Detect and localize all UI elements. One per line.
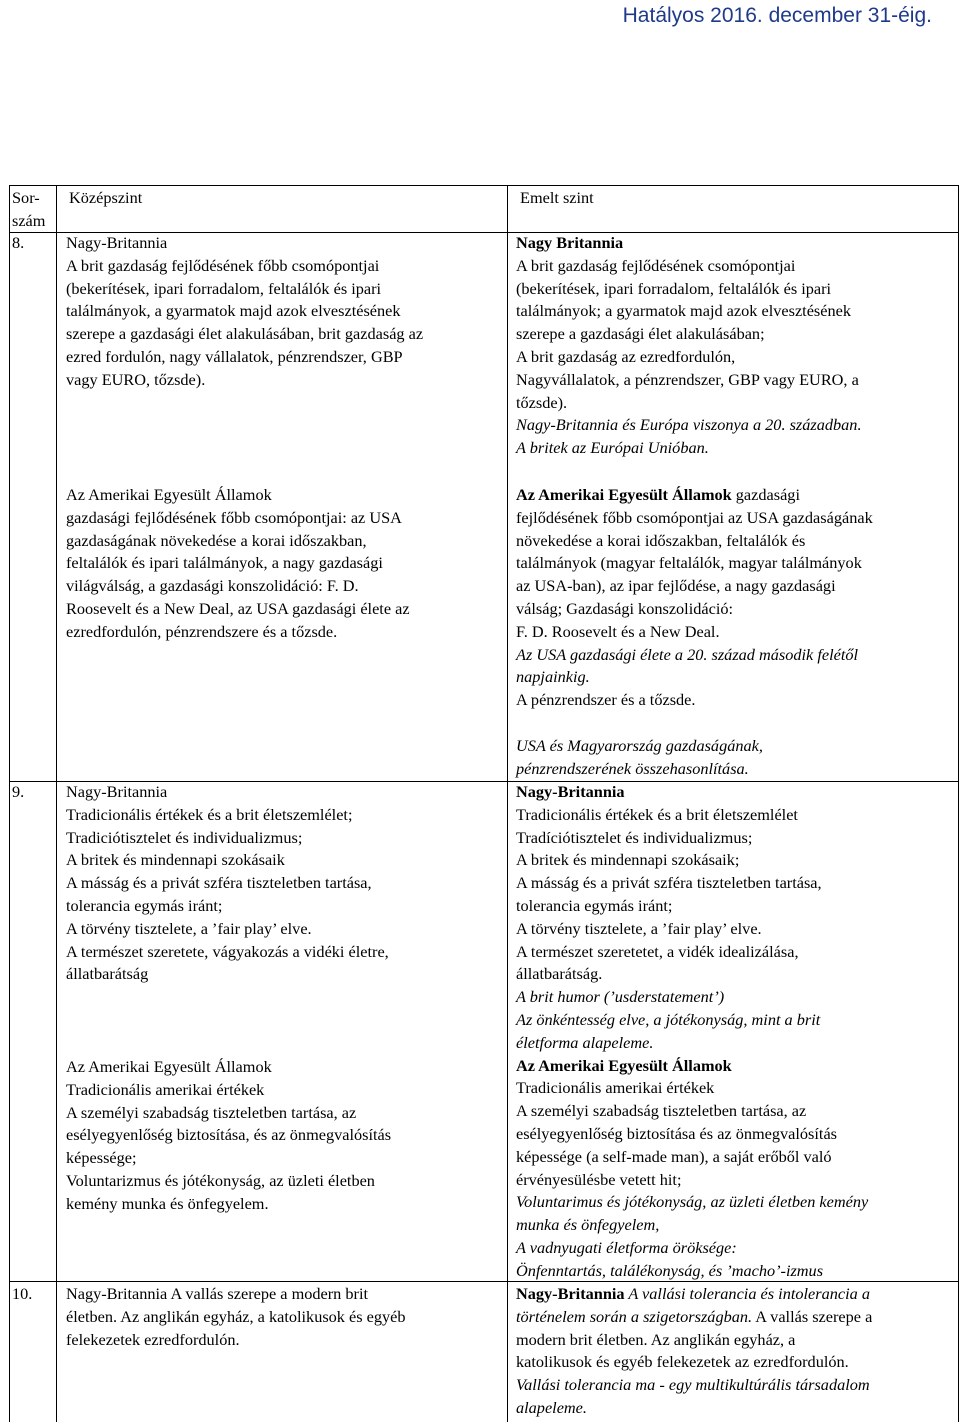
header-sorszam: Sor- szám <box>12 188 46 230</box>
r10-high: Nagy-Britannia A vallási tolerancia és intolerancia a történelem során a szigetországban. A vallás szerepe a modern brit életben. Az anglikán egyház, a katolikusok és egyéb felekezetek az ezredfordulón. Vallási tolerancia ma - egy multikultúrális társadalom alapeleme. <box>516 1284 873 1417</box>
row-number-8: 8. <box>12 233 25 252</box>
curriculum-table <box>9 185 959 1422</box>
r9-mid-us: Az Amerikai Egyesült Államok Tradicionális amerikai értékek A személyi szabadság tiszteletben tartása, az esélyegyenlőség biztosítása, és az önmegvalósítás képessége; Voluntarizmus és jótékonyság, az üzleti életben kemény munka és önfegyelem. <box>66 1057 392 1213</box>
page-header: Hatályos 2016. december 31-éig. <box>622 4 932 27</box>
r10-mid: Nagy-Britannia A vallás szerepe a modern brit életben. Az anglikán egyház, a katolikusok és egyéb felekezetek ezredfordulón. <box>66 1284 406 1349</box>
r8-high-us: Az Amerikai Egyesült Államok gazdasági fejlődésének főbb csomópontjai az USA gazdaságának növekedése a korai időszakban, feltalálók és találmányok (magyar feltalálók, magyar találmányok az USA-ban), az ipar fejlődése, a nagy gazdasági válság; Gazdasági konszolidáció: F. D. Roosevelt és a New Deal. Az USA gazdasági élete a 20. század második felétől napjainkig. A pénzrendszer és a tőzsde. <box>516 485 873 710</box>
table-border-left <box>9 185 10 1422</box>
row-number-10: 10. <box>12 1284 33 1303</box>
header-emelt: Emelt szint <box>520 188 594 207</box>
table-border-right <box>958 185 959 1422</box>
r9-high: Nagy-Britannia Tradicionális értékek és a brit életszemlélet Tradíciótisztelet és individualizmus; A britek és mindennapi szokásaik; A másság és a privát szféra tiszteletben tartása, tolerancia egymás iránt; A törvény tisztelete, a ’fair play’ elve. A természet szeretetet, a vidék idealizálása, állatbarátság. A brit humor (’usderstatement’) Az önkéntesség elve, a jótékonyság, mint a brit életforma alapeleme. Az Amerikai Egyesült Államok Tradicionális amerikai értékek A személyi szabadság tiszteletben tartása, az esélyegyenlőség biztosítása és az önmegvalósítás képessége (a self-made man), a saját erőből való érvényesülésbe vetett hit; Voluntarimus és jótékonyság, az üzleti életben kemény munka és önfegyelem, A vadnyugati életforma öröksége: Önfenntartás, találékonyság, és ’macho’-izmus <box>516 782 869 1280</box>
r8-high-us-comparison: USA és Magyarország gazdaságának, pénzrendszerének összehasonlítása. <box>516 736 763 778</box>
row-number-9: 9. <box>12 782 25 801</box>
r9-mid-gb: Nagy-Britannia Tradicionális értékek és a brit életszemlélet; Tradiciótisztelet és individualizmus; A britek és mindennapi szokásaik A másság és a privát szféra tiszteletben tartása, tolerancia egymás iránt; A törvény tisztelete, a ’fair play’ elve. A természet szeretete, vágyakozás a vidéki életre, állatbarátság <box>66 782 389 984</box>
header-kozepszint: Középszint <box>69 188 143 207</box>
table-border-top <box>9 185 959 186</box>
column-divider-number <box>56 185 57 1422</box>
column-divider-middle <box>507 185 508 1422</box>
r8-mid-gb: Nagy-Britannia A brit gazdaság fejlődésének főbb csomópontjai (bekerítések, ipari forradalom, feltalálók és ipari találmányok, a gyarmatok majd azok elvesztésének szerepe a gazdasági élet alakulásában, brit gazdaság az ezred fordulón, nagy vállalatok, pénzrendszer, GBP vagy EURO, tőzsde). <box>66 233 424 389</box>
r8-mid-us: Az Amerikai Egyesült Államok gazdasági fejlődésének főbb csomópontjai: az USA gazdaságának növekedése a korai időszakban, feltalálók és ipari találmányok, a nagy gazdasági világválság, a gazdasági konszolidáció: F. D. Roosevelt és a New Deal, az USA gazdasági élete az ezredfordulón, pénzrendszere és a tőzsde. <box>66 485 410 641</box>
r8-high-gb: Nagy Britannia A brit gazdaság fejlődésének csomópontjai (bekerítések, ipari forradalom, feltalálók és ipari találmányok; a gyarmatok majd azok elvesztésének szerepe a gazdasági élet alakulásában; A brit gazdaság az ezredfordulón, Nagyvállalatok, a pénzrendszer, GBP vagy EURO, a tőzsde). Nagy-Britannia és Európa viszonya a 20. században. A britek az Európai Unióban. <box>516 233 862 458</box>
